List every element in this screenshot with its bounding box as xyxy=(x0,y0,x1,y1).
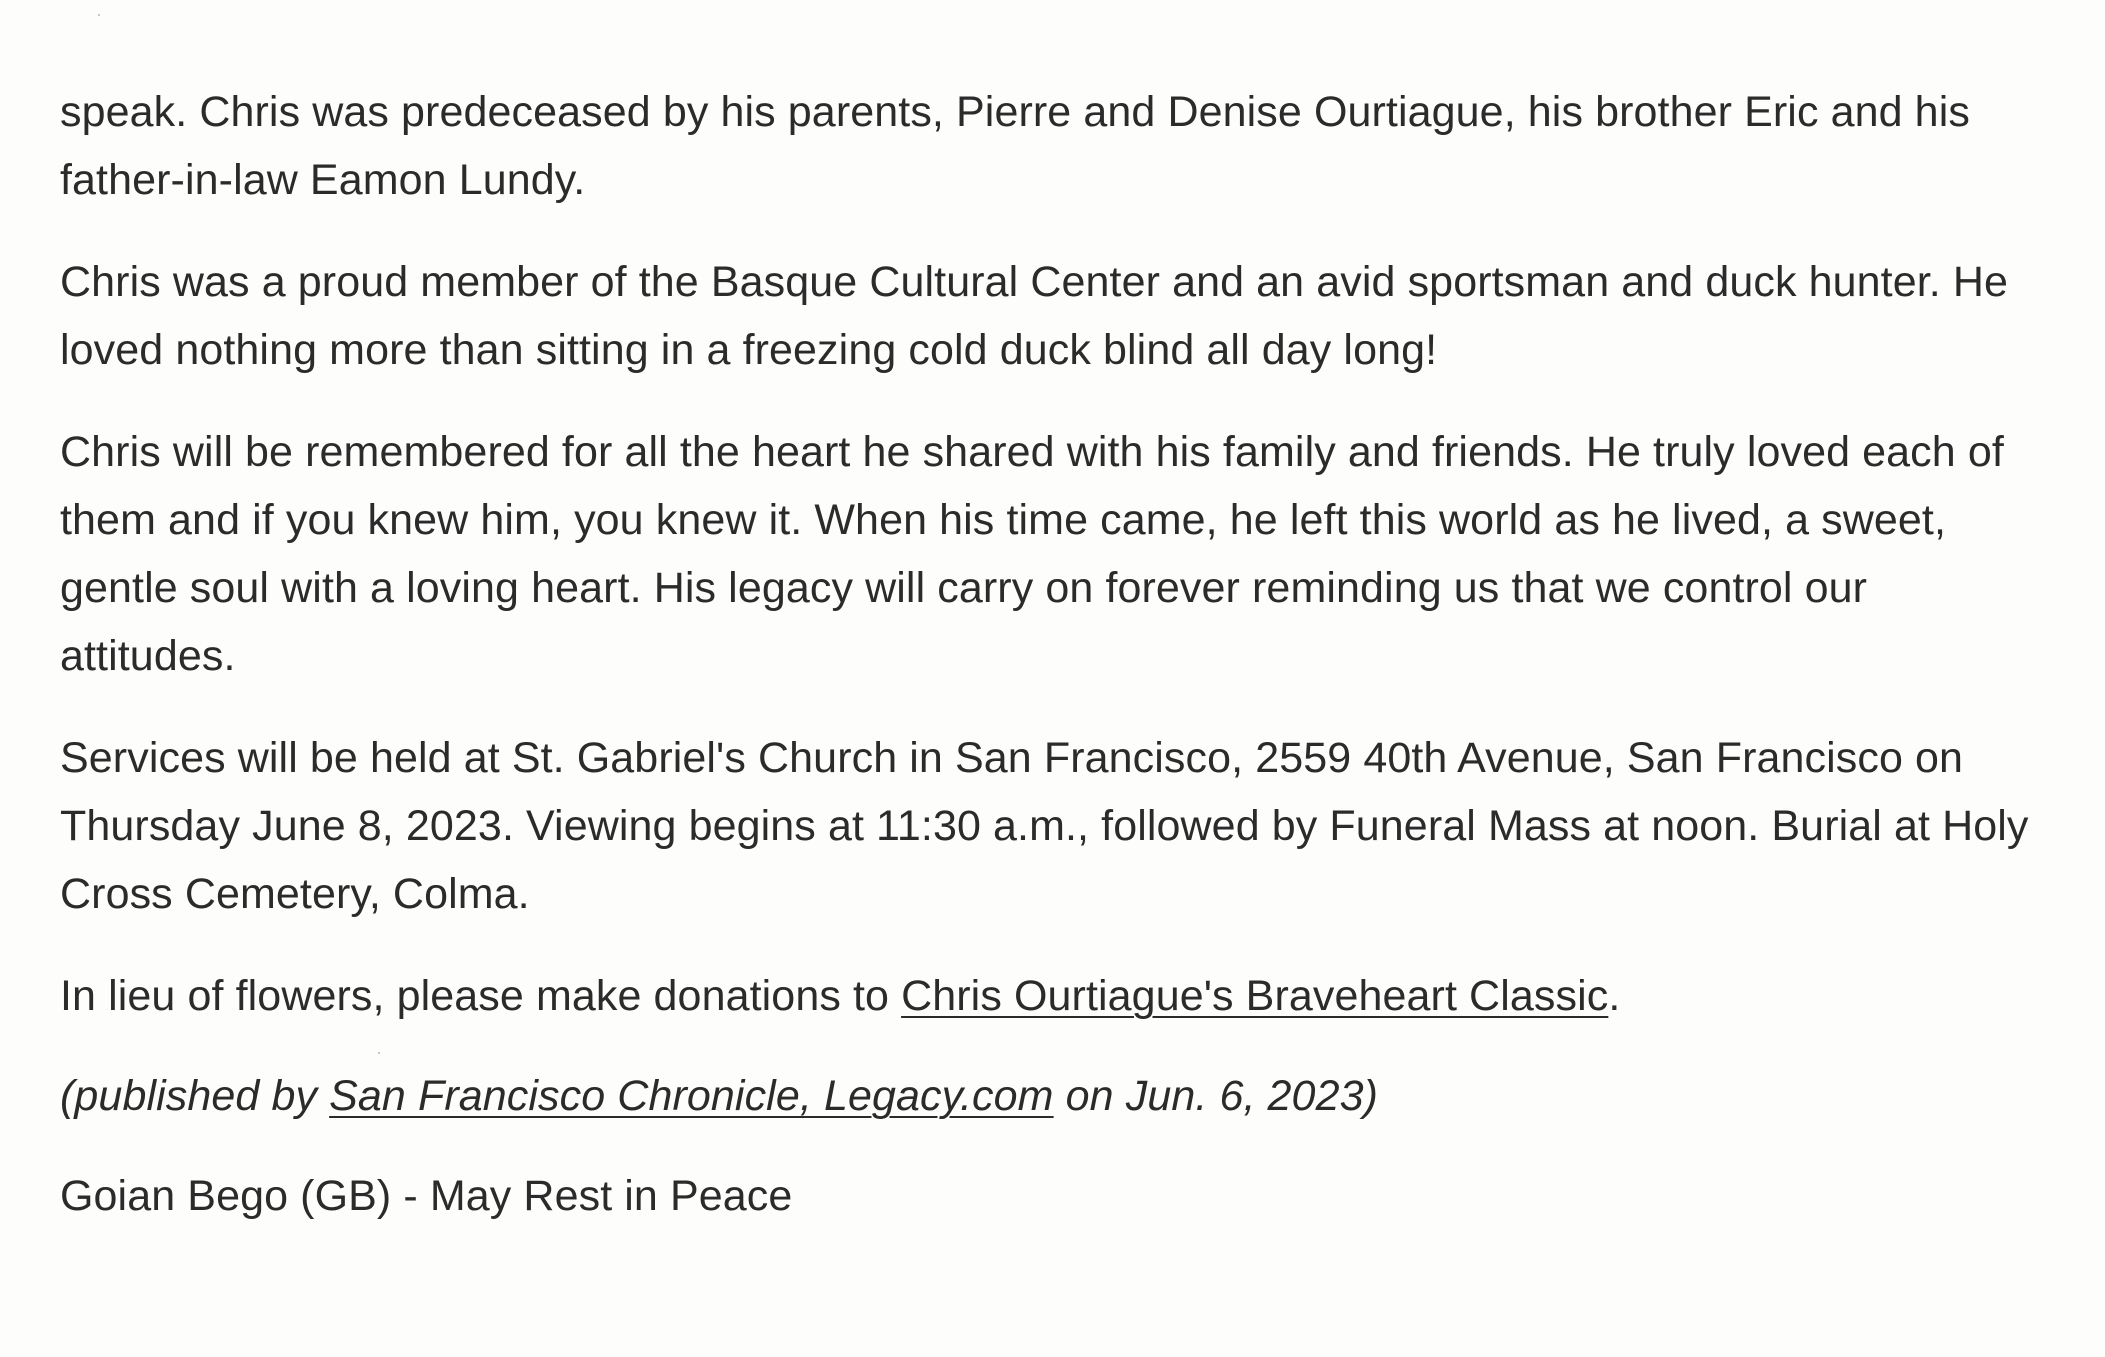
paragraph-services: Services will be held at St. Gabriel's Church in San Francisco, 2559 40th Avenue, San Francisco on Thursday June 8, 2023. Viewing begins at 11:30 a.m., followed by Funeral Mass at noon. Burial at Holy Cross Cemetery, Colma. xyxy=(60,734,2029,918)
publisher-link[interactable]: San Francisco Chronicle, Legacy.com xyxy=(329,1072,1054,1120)
paragraph-predeceased: speak. Chris was predeceased by his parents, Pierre and Denise Ourtiague, his brother Eric and his father-in-law Eamon Lundy. xyxy=(60,88,1970,204)
braveheart-classic-link[interactable]: Chris Ourtiague's Braveheart Classic xyxy=(901,972,1609,1020)
paragraph-publication xyxy=(60,1062,2050,1130)
scan-speck xyxy=(98,14,100,16)
donation-suffix-text: . xyxy=(1608,972,1621,1020)
paragraph-basque-center: Chris was a proud member of the Basque Cultural Center and an avid sportsman and duck hunter. He loved nothing more than sitting in a freezing cold duck blind all day long! xyxy=(60,258,2009,374)
closing-line: Goian Bego (GB) - May Rest in Peace xyxy=(60,1172,793,1220)
paragraph-donations xyxy=(60,962,2050,1030)
paragraph-remembered: Chris will be remembered for all the heart he shared with his family and friends. He truly loved each of them and if you knew him, you knew it. When his time came, he left this world as he lived, a sweet, gentle soul with a loving heart. His legacy will carry on forever reminding us that we control our attitudes. xyxy=(60,428,2004,680)
donation-prefix-text: In lieu of flowers, please make donations to xyxy=(60,972,902,1020)
scan-speck xyxy=(378,1052,380,1054)
publication-suffix-text: on Jun. 6, 2023) xyxy=(1053,1072,1379,1120)
publication-prefix-text: (published by xyxy=(60,1072,330,1120)
